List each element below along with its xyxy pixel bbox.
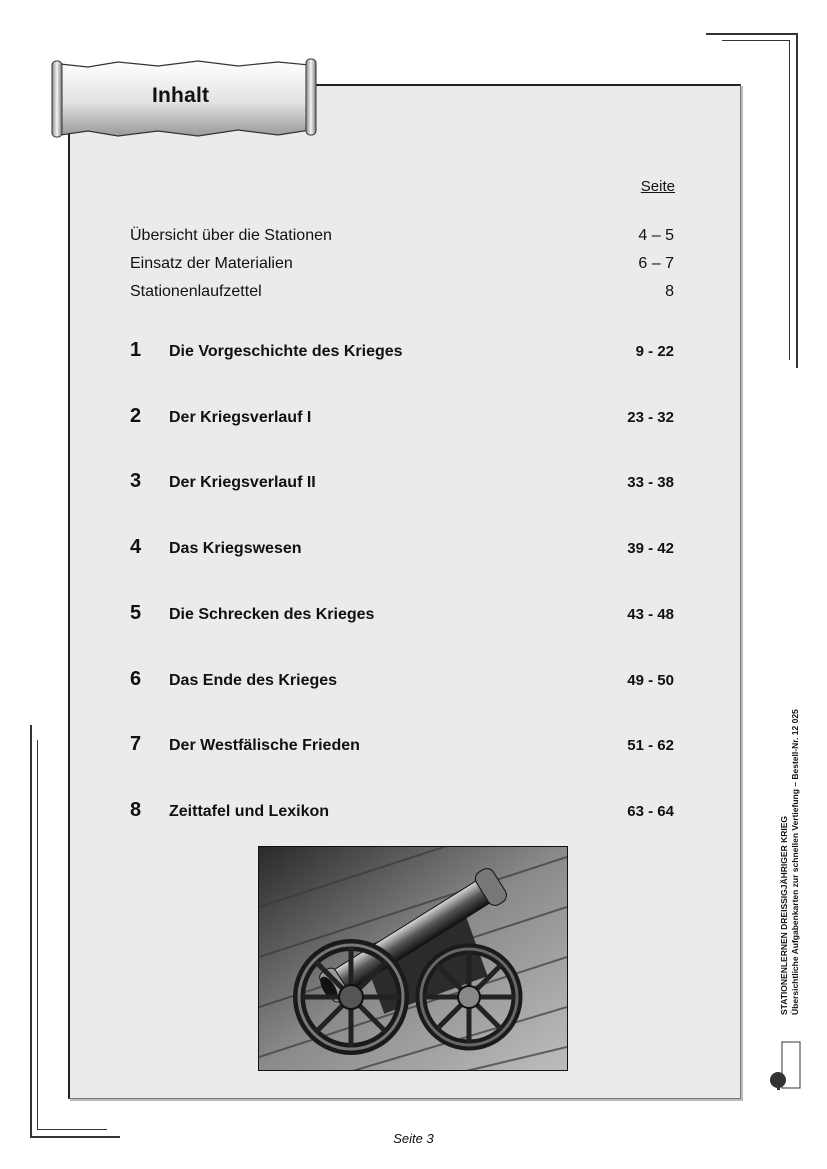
toc-intro-pages: 4 – 5 [638, 227, 674, 244]
chapter-number: 2 [130, 405, 142, 427]
toc-chapter-row[interactable] [130, 602, 674, 632]
toc-intro-label: Einsatz der Materialien [130, 255, 293, 272]
corner-line-bottom-h2 [37, 1129, 107, 1130]
chapter-number: 5 [130, 602, 142, 624]
page-title: Inhalt [152, 84, 210, 107]
toc-intro-pages: 8 [665, 283, 674, 300]
chapter-pages: 51 - 62 [627, 737, 674, 754]
chapter-number: 8 [130, 799, 142, 821]
chapter-title: Der Kriegsverlauf I [169, 409, 312, 426]
toc-intro-pages: 6 – 7 [638, 255, 674, 272]
chapter-pages: 33 - 38 [627, 474, 674, 491]
toc-chapter-row[interactable] [130, 405, 674, 435]
chapter-title: Das Kriegswesen [169, 540, 302, 557]
toc-chapter-row[interactable] [130, 733, 674, 763]
corner-line-top-v [796, 33, 798, 368]
chapter-title: Die Vorgeschichte des Krieges [169, 343, 403, 360]
chapter-title: Die Schrecken des Krieges [169, 606, 375, 623]
toc-chapter-row[interactable] [130, 799, 674, 829]
page-number: Seite 3 [393, 1131, 434, 1146]
chapter-pages: 63 - 64 [627, 803, 674, 820]
corner-line-bottom-v2 [37, 740, 38, 1130]
corner-line-bottom-v [30, 725, 32, 1137]
side-imprint [779, 635, 805, 1015]
tree-logo-icon [768, 1040, 802, 1092]
chapter-title: Der Kriegsverlauf II [169, 474, 316, 491]
chapter-number: 6 [130, 668, 142, 690]
chapter-title: Der Westfälische Frieden [169, 737, 360, 754]
toc-intro-label: Stationenlaufzettel [130, 283, 262, 300]
toc-chapter-row[interactable] [130, 470, 674, 500]
chapter-number: 7 [130, 733, 142, 755]
cannon-photo [258, 846, 568, 1071]
side-imprint-subtitle: Übersichtliche Aufgabenkarten zur schnellen Vertiefung – Bestell-Nr. 12 025 [790, 709, 800, 1015]
corner-line-top-v2 [789, 40, 790, 360]
side-imprint-title: STATIONENLERNEN DREISSIGJÄHRIGER KRIEG [779, 816, 789, 1015]
cannon-illustration [259, 847, 567, 1070]
corner-line-top-h [706, 33, 798, 35]
scroll-banner [48, 56, 320, 140]
toc-chapter-row[interactable] [130, 339, 674, 369]
chapter-pages: 9 - 22 [635, 343, 674, 360]
chapter-pages: 23 - 32 [627, 409, 674, 426]
pages-column-header: Seite [640, 178, 675, 195]
chapter-pages: 39 - 42 [627, 540, 674, 557]
toc-chapter-row[interactable] [130, 668, 674, 698]
chapter-number: 4 [130, 536, 142, 558]
chapter-pages: 49 - 50 [627, 672, 674, 689]
chapter-title: Das Ende des Krieges [169, 672, 338, 689]
chapter-pages: 43 - 48 [627, 606, 674, 623]
chapter-title: Zeittafel und Lexikon [169, 803, 330, 820]
publisher-logo [768, 1040, 802, 1092]
toc-intro-label: Übersicht über die Stationen [130, 227, 332, 244]
toc-chapter-row[interactable] [130, 536, 674, 566]
chapter-number: 1 [130, 339, 142, 361]
chapter-number: 3 [130, 470, 142, 492]
corner-line-top-h2 [722, 40, 790, 41]
